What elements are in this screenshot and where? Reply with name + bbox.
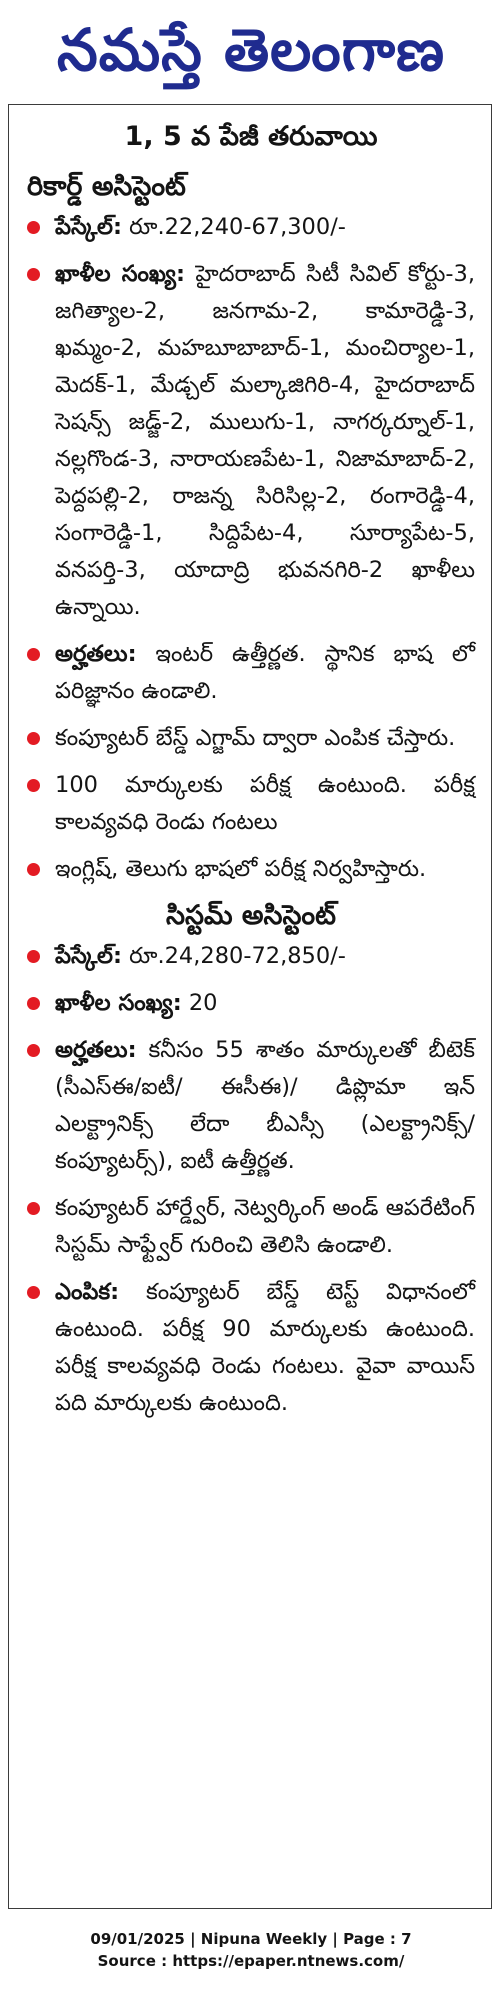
bullet-icon bbox=[27, 648, 40, 661]
item-text: కనీసం 55 శాతం మార్కులతో బీటెక్ (సీఎస్ఈ/ఐటీ/ ఈసీఈ)/ డిప్లొమా ఇన్ ఎలక్ట్రానిక్స్ లేదా బీఎస్సీ (ఎలక్ట్రానిక్స్/ కంప్యూటర్స్), ఐటీ ఉత్తీర్ణత. bbox=[55, 1037, 475, 1174]
list-item bbox=[27, 636, 475, 710]
bullet-icon bbox=[27, 950, 40, 963]
item-text: 20 bbox=[181, 990, 218, 1016]
list-item bbox=[27, 1190, 475, 1264]
footer-date-page: 09/01/2025 | Nipuna Weekly | Page : 7 bbox=[90, 1930, 412, 1948]
item-text: హైదరాబాద్ సిటీ సివిల్ కోర్టు-3, జగిత్యాల-2, జనగామ-2, కామారెడ్డి-3, ఖమ్మం-2, మహబూబాబాద్-1, మంచిర్యాల-1, మెదక్-1, మేడ్చల్ మల్కాజిగిరి-4, హైదరాబాద్ సెషన్స్ జడ్జ్-2, ములుగు-1, నాగర్కర్నూల్-1, నల్లగొండ-3, నారాయణపేట-1, నిజామాబాద్-2, పెద్దపల్లి-2, రాజన్న సిరిసిల్ల-2, రంగారెడ్డి-4, సంగారెడ్డి-1, సిద్దిపేట-4, సూర్యాపేట-5, వనపర్తి-3, యాదాద్రి భువనగిరి-2 ఖాళీలు ఉన్నాయి. bbox=[55, 261, 475, 620]
bullet-icon bbox=[27, 997, 40, 1010]
bullet-icon bbox=[27, 1286, 40, 1299]
section-record-assistant-heading: రికార్డ్ అసిస్టెంట్ bbox=[27, 171, 186, 202]
section-system-assistant-heading: సిస్టమ్ అసిస్టెంట్ bbox=[166, 900, 336, 931]
masthead-title: నమస్తే తెలంగాణ bbox=[57, 16, 445, 84]
list-item bbox=[27, 720, 475, 757]
article bbox=[8, 104, 492, 1909]
bullet-icon bbox=[27, 779, 40, 792]
list-item bbox=[27, 1274, 475, 1422]
list-item bbox=[27, 209, 475, 246]
list-item bbox=[27, 256, 475, 626]
item-text: కంప్యూటర్ బేస్డ్ టెస్ట్ విధానంలో ఉంటుంది. పరీక్ష 90 మార్కులకు ఉంటుంది. పరీక్ష కాలవ్యవధి రెండు గంటలు. వైవా వాయిస్ పది మార్కులకు ఉంటుంది. bbox=[55, 1279, 475, 1416]
item-label: ఖాళీల సంఖ్య: bbox=[55, 261, 185, 287]
bullet-icon bbox=[27, 863, 40, 876]
bullet-icon bbox=[27, 268, 40, 281]
item-text: కంప్యూటర్ హార్డ్వేర్, నెట్వర్కింగ్ అండ్ ఆపరేటింగ్ సిస్టమ్ సాఫ్ట్వేర్ గురించి తెలిసి ఉండాలి. bbox=[55, 1195, 475, 1258]
article-kicker: 1, 5 వ పేజీ తరువాయి bbox=[124, 121, 378, 152]
list-item bbox=[27, 1032, 475, 1180]
item-text: రూ.24,280-72,850/- bbox=[121, 943, 346, 969]
page-footer bbox=[0, 1928, 502, 1972]
bullet-icon bbox=[27, 1202, 40, 1215]
footer-source-link[interactable]: Source : https://epaper.ntnews.com/ bbox=[97, 1952, 405, 1970]
item-label: పేస్కేల్: bbox=[55, 943, 122, 969]
item-text: 100 మార్కులకు పరీక్ష ఉంటుంది. పరీక్ష కాలవ్యవధి రెండు గంటలు bbox=[55, 772, 475, 835]
item-text: ఇంగ్లిష్, తెలుగు భాషలో పరీక్ష నిర్వహిస్తారు. bbox=[55, 856, 427, 882]
list-item bbox=[27, 938, 475, 975]
item-label: అర్హతలు: bbox=[55, 641, 137, 667]
bullet-icon bbox=[27, 1044, 40, 1057]
item-text: ఇంటర్ ఉత్తీర్ణత. స్థానిక భాష లో పరిజ్ఞానం ఉండాలి. bbox=[55, 641, 475, 704]
item-label: పేస్కేల్: bbox=[55, 214, 122, 240]
item-text: రూ.22,240-67,300/- bbox=[121, 214, 346, 240]
list-item bbox=[27, 767, 475, 841]
item-text: కంప్యూటర్ బేస్డ్ ఎగ్జామ్ ద్వారా ఎంపిక చేస్తారు. bbox=[55, 725, 456, 751]
list-item bbox=[27, 985, 475, 1022]
item-label: ఎంపిక: bbox=[55, 1279, 120, 1305]
bullet-icon bbox=[27, 221, 40, 234]
masthead bbox=[0, 0, 502, 100]
item-label: అర్హతలు: bbox=[55, 1037, 137, 1063]
list-item bbox=[27, 851, 475, 888]
bullet-icon bbox=[27, 732, 40, 745]
item-label: ఖాళీల సంఖ్య: bbox=[55, 990, 182, 1016]
